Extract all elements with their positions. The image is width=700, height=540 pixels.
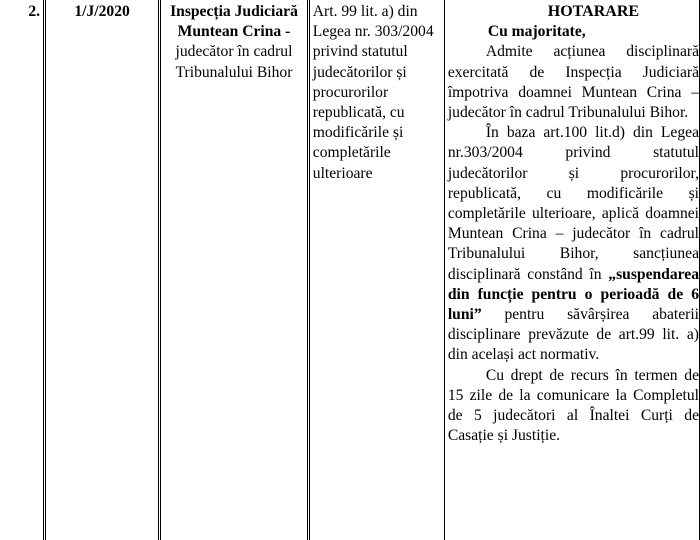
case-id-cell: [45, 0, 160, 540]
legal-basis-cell: [308, 0, 444, 540]
paragraph-2-end: pentru săvârșirea abaterii disciplinare prevăzute de art.99 lit. a) din același act normativ.: [447, 306, 699, 364]
decision-cell: [444, 0, 699, 540]
row-number-text: 2.: [28, 3, 41, 20]
decision-paragraph-1: Admite acțiunea disciplinară exercitată de Inspecția Judiciară împotriva doamnei Muntean Crina – judecător în cadrul Tribunalului Bihor.: [447, 43, 699, 122]
decision-majority: Cu majoritate,: [487, 23, 586, 41]
decision-paragraph-3: Cu drept de recurs în termen de 15 zile de la comunicare la Completul de 5 judecători al Înaltei Curți de Casație și Justiție.: [447, 366, 699, 445]
sanction-text: „suspendarea din funcție pentru o perioadă de 6 luni”: [447, 265, 699, 324]
legal-basis: Art. 99 lit. a) din Legea nr. 303/2004 privind statutul judecătorilor și procurorilor republicată, cu modificările și completările ulterioare: [312, 3, 434, 182]
parties-bold: Inspecția Judiciară Muntean Crina -: [170, 3, 298, 41]
parties-normal: judecător în cadrul Tribunalului Bihor: [175, 43, 293, 81]
decision-heading: HOTARARE: [547, 3, 640, 20]
row-number: [0, 0, 45, 540]
case-id: 1/J/2020: [74, 3, 130, 20]
paragraph-2-start: În baza art.100 lit.d) din Legea nr.303/2004 privind statutul judecătorilor și procurorilor, republicată, cu modificările și completările ulterioare, aplică doamnei Muntean Crina – judecător în cadrul Tribunalului Bihor, sancțiunea disciplinară constând în: [447, 124, 699, 283]
decision-paragraph-2: [448, 123, 699, 365]
parties-cell: [160, 0, 309, 540]
